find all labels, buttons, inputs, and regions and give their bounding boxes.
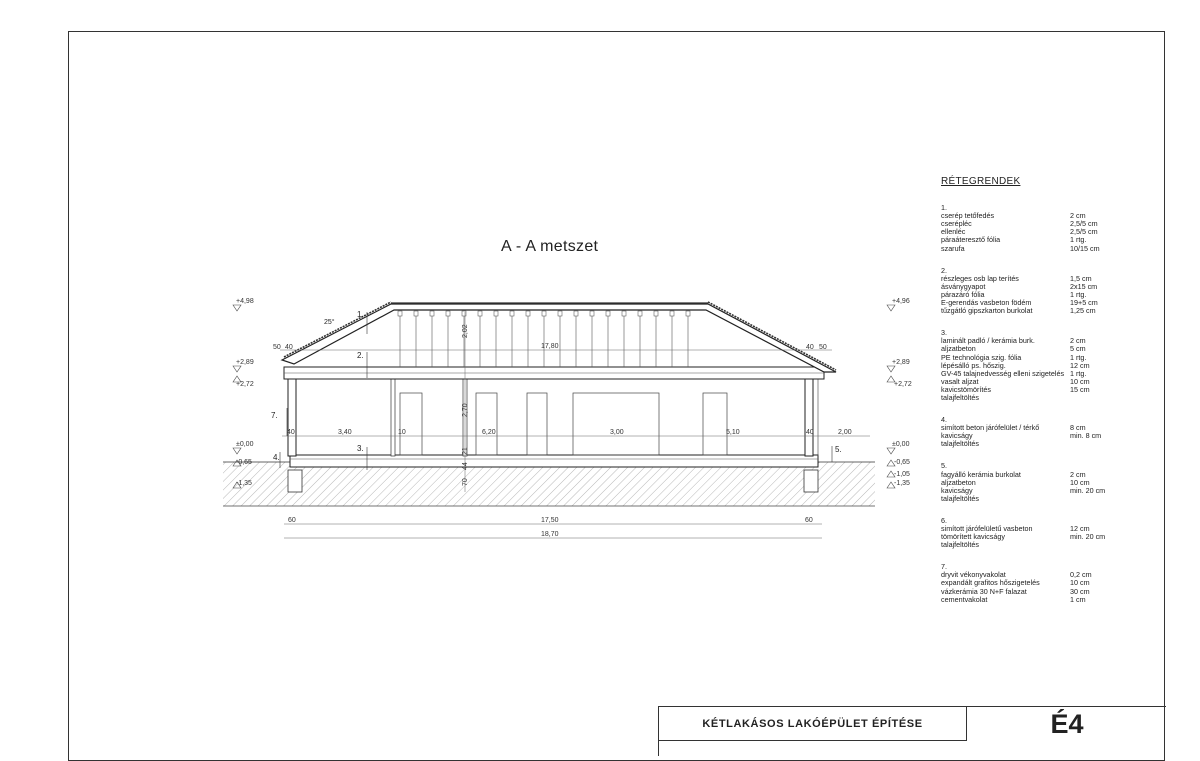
purlin <box>574 311 578 316</box>
legend-row-value: 8 cm <box>1070 423 1086 433</box>
roof-tiles-right <box>708 302 836 370</box>
level-right-4: ±0,00 <box>892 441 910 448</box>
level-right-5: -0,65 <box>894 459 910 466</box>
legend-row-value: 5 cm <box>1070 344 1086 354</box>
legend-row-value: 10 cm <box>1070 477 1090 487</box>
legend-group <box>941 329 1116 402</box>
dim-top-right-1: 40 <box>806 344 814 351</box>
legend-row-value: 1 cm <box>1070 594 1086 604</box>
layer-tag-4: 4. <box>273 453 280 462</box>
sheet-code: É4 <box>1050 708 1084 739</box>
legend-row-value: min. 20 cm <box>1070 485 1106 495</box>
foundation-right <box>804 470 818 492</box>
level-marker-right-2 <box>887 366 895 372</box>
legend-row-name: vasalt aljzat <box>941 376 979 386</box>
door-3 <box>527 393 547 455</box>
legend-row-name: párazáró fólia <box>941 289 985 299</box>
foundation-left <box>288 470 302 492</box>
legend-group <box>941 517 1116 549</box>
purlin <box>526 311 530 316</box>
legend-row-value: 2 cm <box>1070 336 1086 346</box>
legend-row-value: 12 cm <box>1070 524 1090 533</box>
door-4 <box>573 393 659 455</box>
roof-pitch: 25° <box>324 319 335 326</box>
purlin <box>622 311 626 316</box>
legend-row-name: talajfeltöltés <box>941 493 979 503</box>
legend-row-value: min. 8 cm <box>1070 431 1102 441</box>
legend-row-name: dryvit vékonyvakolat <box>941 570 1006 580</box>
dim-vertical-4: 70 <box>462 478 469 486</box>
legend-row-value: 30 cm <box>1070 586 1090 596</box>
purlin <box>654 311 658 316</box>
legend-group-number: 1. <box>941 203 947 213</box>
door-5 <box>703 393 727 455</box>
legend-group <box>941 462 1116 502</box>
level-left-6: -1,35 <box>236 480 252 487</box>
legend-row-value: 1 rtg. <box>1070 352 1087 362</box>
legend-group-number: 7. <box>941 562 947 572</box>
purlin <box>590 311 594 316</box>
legend-title: RÉTEGRENDEK <box>941 176 1021 187</box>
dim-bottom-3: 60 <box>805 517 813 524</box>
legend-row-value: 2 cm <box>1070 469 1086 479</box>
legend-group-number: 4. <box>941 415 947 425</box>
legend-row-name: fagyálló kerámia burkolat <box>941 469 1021 479</box>
legend-row-name: aljzatbeton <box>941 344 976 354</box>
legend-row-name: GV-45 talajnedvesség elleni szigetelés <box>941 368 1065 378</box>
legend-row-value <box>1070 541 1116 549</box>
dim-room-1: 40 <box>287 429 295 436</box>
legend-row-value <box>1070 394 1116 402</box>
legend-row-name: szarufa <box>941 243 965 253</box>
door-2 <box>476 393 497 455</box>
ground-hatch <box>223 462 875 506</box>
legend-row-name: vázkerámia 30 N+F falazat <box>941 586 1027 596</box>
legend-row-value: min. 20 cm <box>1070 532 1106 542</box>
level-right-7: -1,35 <box>894 480 910 487</box>
dim-vertical-1: 2,02 <box>462 324 469 338</box>
legend-row-value: 19+5 cm <box>1070 298 1098 308</box>
legend-row-value: 12 cm <box>1070 360 1090 370</box>
dim-room-2: 3,40 <box>338 429 352 436</box>
dim-top-left-1: 50 <box>273 344 281 351</box>
legend-row-name: ellenléc <box>941 227 966 237</box>
legend-row-value: 10 cm <box>1070 578 1090 588</box>
legend-row-name: kavicságy <box>941 485 973 495</box>
legend-row-value: 1 rtg. <box>1070 235 1087 245</box>
legend-row <box>941 596 1116 604</box>
legend-row-value: 1 rtg. <box>1070 289 1087 299</box>
level-marker-left-1 <box>233 305 241 311</box>
legend-group-number: 5. <box>941 461 947 471</box>
legend-row <box>941 440 1116 448</box>
purlin <box>670 311 674 316</box>
layer-tag-5: 5. <box>835 445 842 454</box>
title-block <box>658 706 1166 756</box>
legend-row <box>941 307 1116 315</box>
purlin <box>558 311 562 316</box>
roof-tiles-left <box>284 302 391 357</box>
level-left-4: ±0,00 <box>236 441 254 448</box>
legend-row-value <box>1070 495 1116 503</box>
dim-bottom-2: 17,50 <box>541 517 559 524</box>
legend-row-value: 10/15 cm <box>1070 243 1100 253</box>
legend-row-name: talajfeltöltés <box>941 439 979 449</box>
legend-row-name: kavicságy <box>941 431 973 441</box>
level-left-2: +2,89 <box>236 359 254 366</box>
level-right-1: +4,96 <box>892 298 910 305</box>
legend-group <box>941 416 1116 448</box>
legend-group-number: 3. <box>941 328 947 338</box>
legend-row-value: 2 cm <box>1070 211 1086 221</box>
level-left-3: +2,72 <box>236 381 254 388</box>
legend-row-value: 2,5/5 cm <box>1070 219 1098 229</box>
legend-row-value: 1 rtg. <box>1070 368 1087 378</box>
legend-row-name: cserépléc <box>941 219 972 229</box>
legend-group <box>941 267 1116 316</box>
door-1 <box>400 393 422 455</box>
level-right-2: +2,89 <box>892 359 910 366</box>
legend-group <box>941 563 1116 603</box>
legend-row-name: talajfeltöltés <box>941 392 979 402</box>
layer-tag-3: 3. <box>357 444 364 453</box>
layer-tag-2: 2. <box>357 351 364 360</box>
level-left-5: -0,65 <box>236 459 252 466</box>
level-right-6: -1,05 <box>894 471 910 478</box>
level-marker-left-2 <box>233 366 241 372</box>
legend-row-name: simított járófelületű vasbeton <box>941 524 1033 533</box>
legend-row-name: laminált padló / kerámia burk. <box>941 336 1035 346</box>
dim-room-5: 3,00 <box>610 429 624 436</box>
legend-row-value: 15 cm <box>1070 384 1090 394</box>
legend-group <box>941 204 1116 253</box>
legend-row-value <box>1070 440 1116 448</box>
level-marker-right-1 <box>887 305 895 311</box>
legend-row-name: aljzatbeton <box>941 477 976 487</box>
level-left-1: +4,98 <box>236 298 254 305</box>
purlin <box>478 311 482 316</box>
purlin <box>430 311 434 316</box>
legend-row-value: 10 cm <box>1070 376 1090 386</box>
legend-row <box>941 541 1116 549</box>
legend-row <box>941 245 1116 253</box>
legend-row-name: expandált grafitos hőszigetelés <box>941 578 1040 588</box>
dim-vertical-3: 21 <box>462 447 469 455</box>
legend-row-name: talajfeltöltés <box>941 540 979 550</box>
dim-bottom-1: 60 <box>288 517 296 524</box>
legend-group-number: 2. <box>941 265 947 275</box>
dim-room-3: 10 <box>398 429 406 436</box>
dim-top-left-2: 40 <box>285 344 293 351</box>
purlin <box>414 311 418 316</box>
legend-row-name: lépésálló ps. hőszig. <box>941 360 1006 370</box>
legend-row-name: PE technológia szig. fólia <box>941 352 1022 362</box>
dim-room-7: 40 <box>806 429 814 436</box>
level-marker-right-4 <box>887 448 895 454</box>
dim-top-mid: 17,80 <box>541 343 559 350</box>
dim-vertical-2: 2,70 <box>462 403 469 417</box>
legend-row-value: 1,25 cm <box>1070 306 1096 316</box>
legend-row-value: 0,2 cm <box>1070 570 1092 580</box>
purlin <box>398 311 402 316</box>
dim-room-6: 5,10 <box>726 429 740 436</box>
legend-row-value: 2x15 cm <box>1070 281 1098 291</box>
legend-groups <box>941 204 1116 604</box>
legend-row-name: tömörített kavicságy <box>941 532 1005 542</box>
legend-row-value: 1,5 cm <box>1070 273 1092 283</box>
layer-tag-1: 1. <box>357 310 364 319</box>
section-title: A - A metszet <box>501 238 599 255</box>
purlin <box>510 311 514 316</box>
legend-row <box>941 495 1116 503</box>
legend-row-name: kavicstömörítés <box>941 384 991 394</box>
purlin <box>462 311 466 316</box>
legend-row-name: részleges osb lap terítés <box>941 273 1019 283</box>
doors <box>400 393 727 455</box>
legend-row-name: tűzgátló gipszkarton burkolat <box>941 306 1033 316</box>
legend-row-name: páraáteresztő fólia <box>941 235 1001 245</box>
legend-row-name: ásványgyapot <box>941 281 986 291</box>
roof-rafters <box>398 310 690 367</box>
legend-row-name: cserép tetőfedés <box>941 211 995 221</box>
floor-slab <box>290 455 818 467</box>
dim-vertical-5: 44 <box>462 462 469 470</box>
purlin <box>494 311 498 316</box>
dim-bottom-total: 18,70 <box>541 531 559 538</box>
wall-inner-1 <box>391 378 395 456</box>
dim-room-4: 6,20 <box>482 429 496 436</box>
layer-tag-7: 7. <box>271 411 278 420</box>
wall-left <box>288 370 296 456</box>
purlin <box>542 311 546 316</box>
legend-row-value: 2,5/5 cm <box>1070 227 1098 237</box>
wall-right <box>805 370 813 456</box>
legend-row-name: simított beton járófelület / térkő <box>941 423 1040 433</box>
dim-top-right-2: 50 <box>819 344 827 351</box>
dim-room-8: 2,00 <box>838 429 852 436</box>
project-name: KÉTLAKÁSOS LAKÓÉPÜLET ÉPÍTÉSE <box>659 707 967 741</box>
layer-legend <box>941 178 1116 618</box>
purlin <box>638 311 642 316</box>
legend-group-number: 6. <box>941 515 947 525</box>
legend-row <box>941 394 1116 402</box>
level-marker-left-4 <box>233 448 241 454</box>
purlin <box>686 311 690 316</box>
legend-row-name: cementvakolat <box>941 594 988 604</box>
purlin <box>446 311 450 316</box>
level-right-3: +2,72 <box>894 381 912 388</box>
purlin <box>606 311 610 316</box>
legend-row-name: E-gerendás vasbeton födém <box>941 298 1032 308</box>
